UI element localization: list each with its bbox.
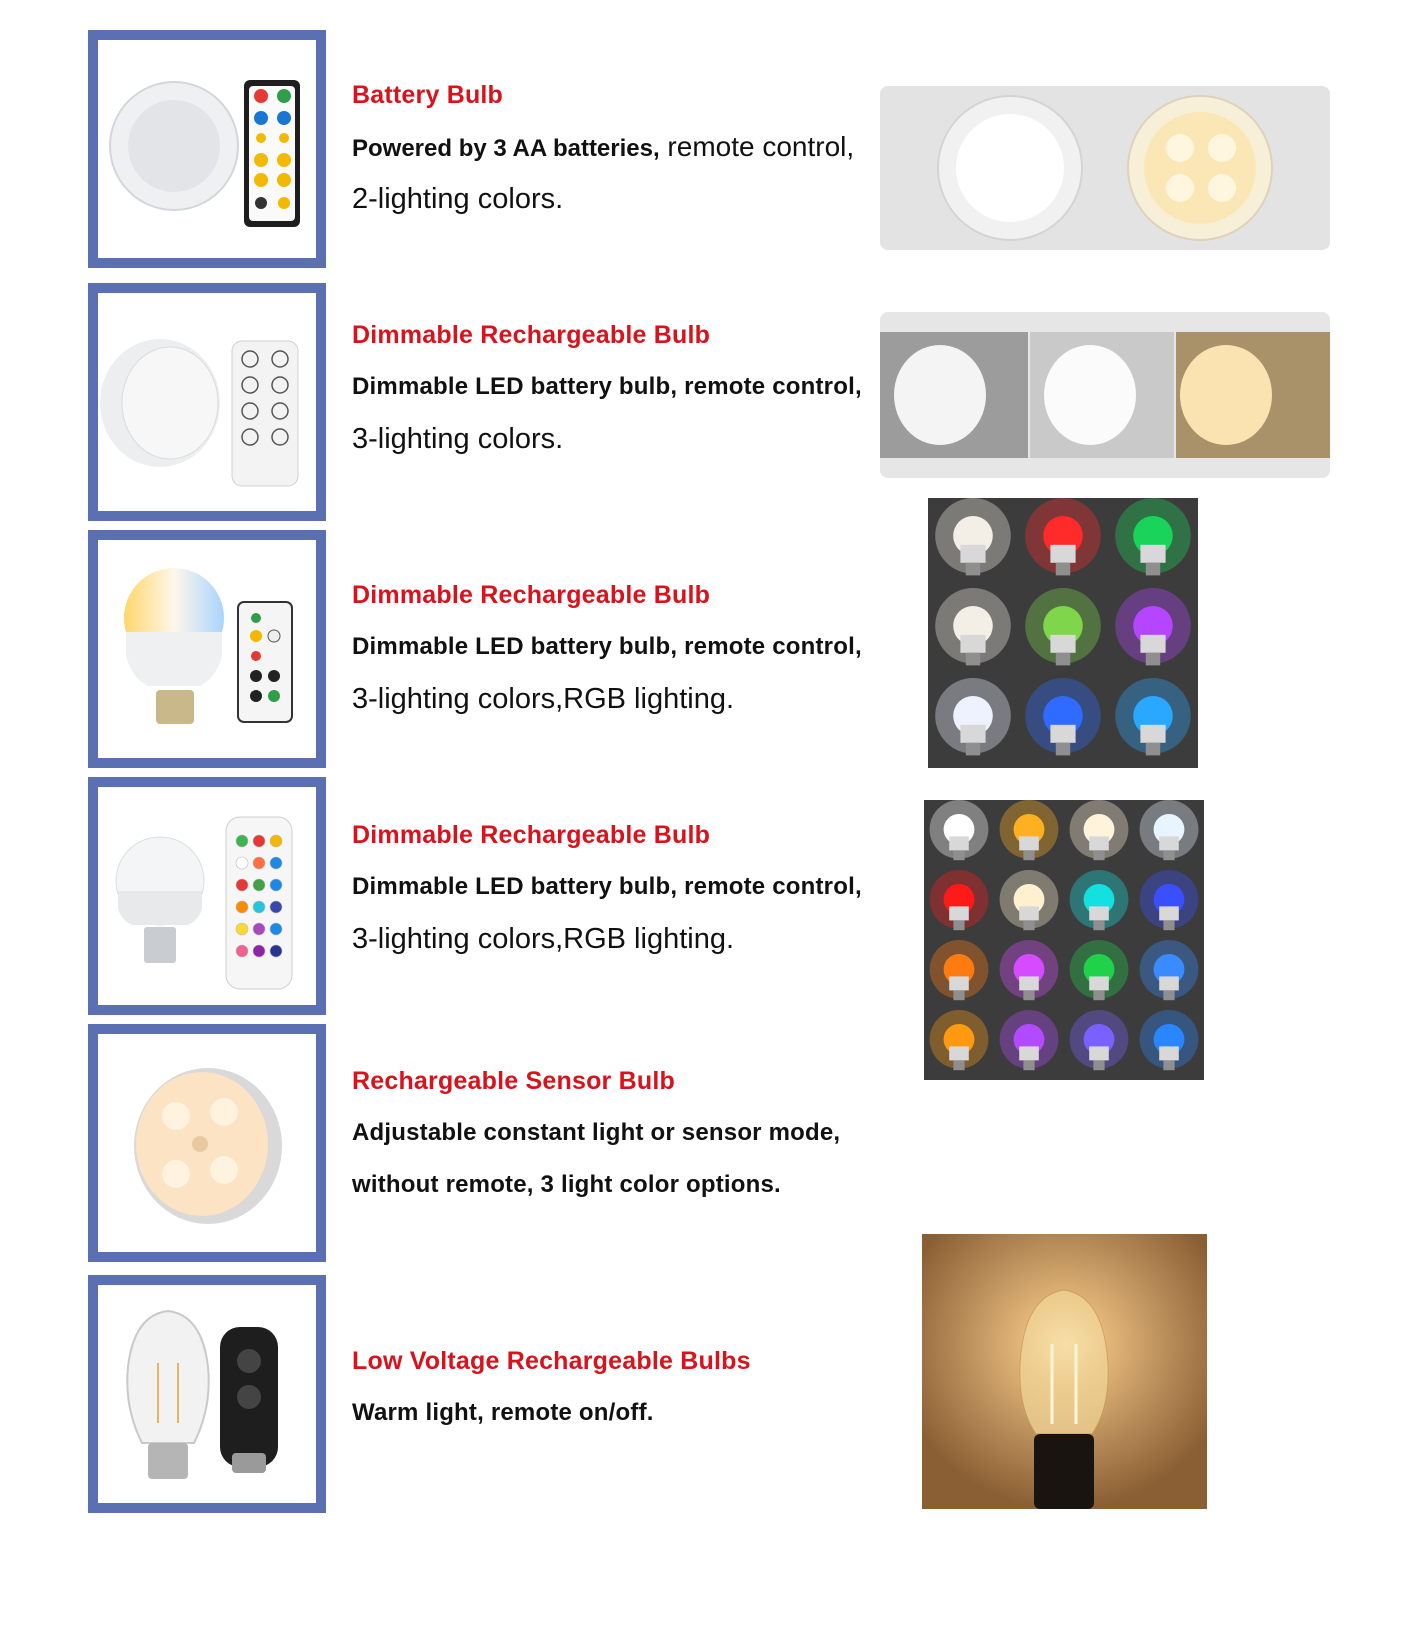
- product-line-2: 3-lighting colors.: [352, 423, 564, 455]
- product-title: Dimmable Rechargeable Bulb: [352, 581, 711, 609]
- remote-button: [270, 835, 282, 847]
- bulb-tile: [924, 940, 994, 1010]
- bulb-tile: [1064, 940, 1134, 1010]
- example-photo: [928, 498, 1198, 768]
- bulb-tile: [928, 678, 1018, 768]
- bulb-tile: [924, 870, 994, 940]
- product-title: Dimmable Rechargeable Bulb: [352, 821, 711, 849]
- product-description: [352, 1346, 912, 1450]
- product-line-1: Warm light, remote on/off.: [352, 1399, 654, 1426]
- product-description: [352, 80, 912, 236]
- bulb-with-color-remote-icon: [98, 787, 316, 1005]
- bulb-tile: [1134, 870, 1204, 940]
- remote-button: [270, 857, 282, 869]
- bulb-tile: [994, 800, 1064, 870]
- remote-button: [236, 879, 248, 891]
- edison-bulb-with-keyfob-icon: [98, 1285, 316, 1503]
- remote-button: [253, 945, 265, 957]
- product-line-2: 3-lighting colors,RGB lighting.: [352, 923, 735, 955]
- three-color-temperature-pucks-icon: [880, 312, 1330, 478]
- bulb-tile: [1018, 678, 1108, 768]
- bulb-tile: [924, 1010, 994, 1080]
- product-title: Dimmable Rechargeable Bulb: [352, 321, 711, 349]
- product-title: Low Voltage Rechargeable Bulbs: [352, 1347, 751, 1375]
- bulb-tile: [928, 588, 1018, 678]
- product-line-1: Adjustable constant light or sensor mode,: [352, 1119, 841, 1146]
- bulb-tile: [1064, 800, 1134, 870]
- bulb-tile: [1018, 588, 1108, 678]
- remote-button: [253, 901, 265, 913]
- bulb-tile: [1064, 870, 1134, 940]
- product-line-1: [352, 132, 912, 184]
- product-line-2: 3-lighting colors,RGB lighting.: [352, 683, 735, 715]
- product-image-frame: [88, 283, 326, 521]
- product-title: Battery Bulb: [352, 81, 504, 109]
- product-description: [352, 1066, 912, 1222]
- product-image-frame: [88, 30, 326, 268]
- remote-button: [270, 945, 282, 957]
- product-description: [352, 820, 912, 976]
- example-photo: [924, 800, 1204, 1080]
- line-bold-part: Powered by 3 AA batteries,: [352, 135, 660, 162]
- example-photo: [922, 1234, 1207, 1509]
- example-photo: [880, 312, 1330, 478]
- remote-button: [236, 901, 248, 913]
- sixteen-color-bulb-grid-icon: [924, 800, 1204, 1080]
- product-description: [352, 320, 912, 476]
- product-image-frame: [88, 1024, 326, 1262]
- remote-button: [236, 835, 248, 847]
- example-photo: [880, 86, 1330, 250]
- product-line-1: Dimmable LED battery bulb, remote control,: [352, 633, 862, 660]
- bulb-tile: [1134, 1010, 1204, 1080]
- product-image-frame: [88, 777, 326, 1015]
- remote-button: [236, 945, 248, 957]
- product-image-frame: [88, 1275, 326, 1513]
- cool-and-warm-puck-lights-icon: [880, 86, 1330, 250]
- sensor-puck-light-icon: [98, 1034, 316, 1252]
- product-image-frame: [88, 530, 326, 768]
- product-title: Rechargeable Sensor Bulb: [352, 1067, 675, 1095]
- bulb-tile: [1134, 800, 1204, 870]
- bulb-tile: [1108, 498, 1198, 588]
- product-line-1: Dimmable LED battery bulb, remote control,: [352, 373, 862, 400]
- remote-button: [253, 835, 265, 847]
- bulb-tile: [1108, 678, 1198, 768]
- remote-button: [236, 857, 248, 869]
- bulb-tile: [994, 1010, 1064, 1080]
- rgb-bulb-color-grid-icon: [928, 498, 1198, 768]
- bulb-tile: [1108, 588, 1198, 678]
- product-line-2: 2-lighting colors.: [352, 183, 564, 215]
- remote-button: [253, 857, 265, 869]
- glowing-edison-bulb-icon: [922, 1234, 1207, 1509]
- bulb-tile: [994, 870, 1064, 940]
- remote-button: [253, 923, 265, 935]
- bulb-tile: [924, 800, 994, 870]
- product-line-2: without remote, 3 light color options.: [352, 1171, 781, 1198]
- remote-button: [236, 923, 248, 935]
- rechargeable-puck-with-remote-icon: [98, 293, 316, 511]
- bulb-tile: [994, 940, 1064, 1010]
- product-description: [352, 580, 912, 736]
- bulb-tile: [1018, 498, 1108, 588]
- remote-button: [253, 879, 265, 891]
- puck-light-with-remote-icon: [98, 40, 316, 258]
- remote-button: [270, 879, 282, 891]
- remote-button: [270, 923, 282, 935]
- bulb-tile: [1064, 1010, 1134, 1080]
- rgb-bulb-with-remote-icon: [98, 540, 316, 758]
- bulb-tile: [1134, 940, 1204, 1010]
- line-rest-part: remote control,: [659, 131, 855, 162]
- remote-button: [270, 901, 282, 913]
- product-line-1: Dimmable LED battery bulb, remote control,: [352, 873, 862, 900]
- bulb-tile: [928, 498, 1018, 588]
